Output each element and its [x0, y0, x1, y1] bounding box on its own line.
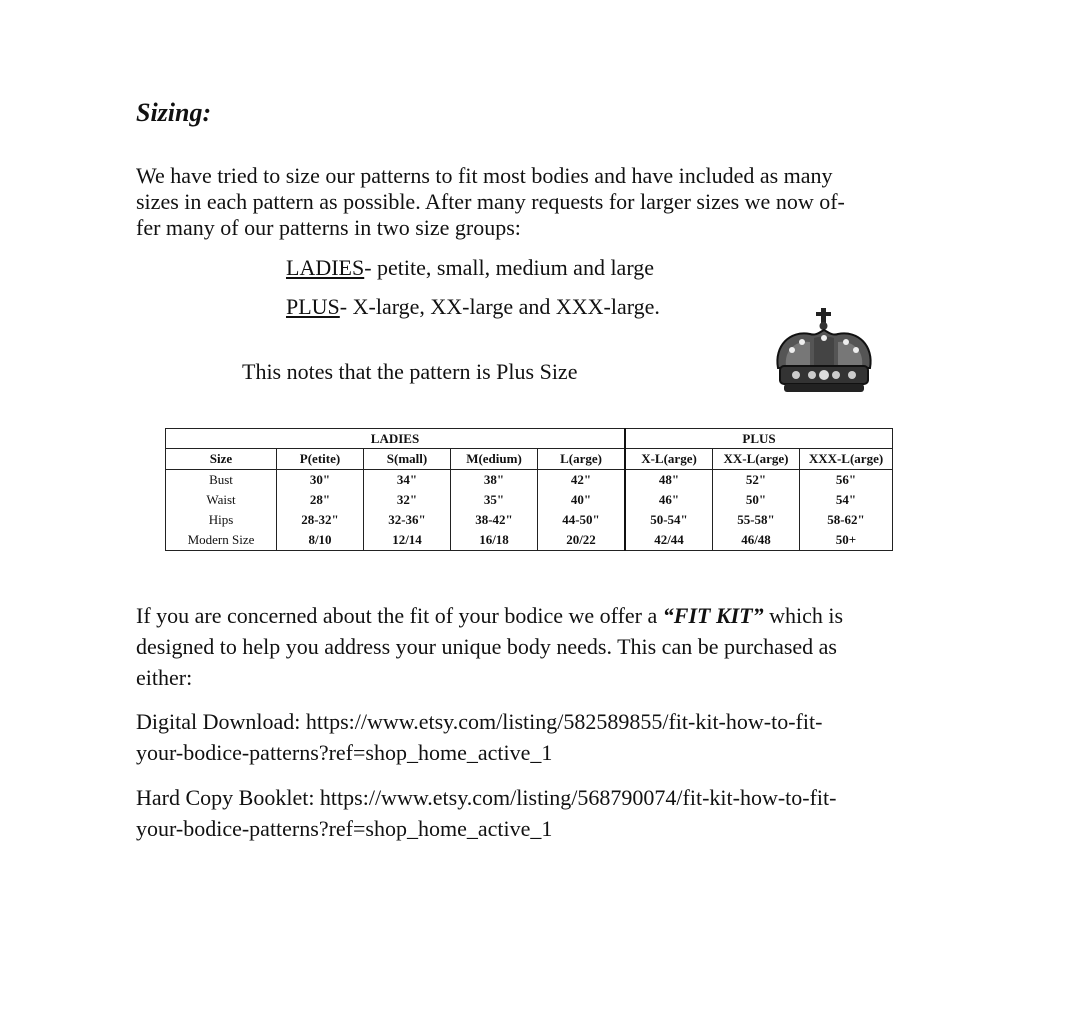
table-cell: 54" — [800, 490, 893, 510]
table-cell: 44-50" — [538, 510, 626, 530]
size-group-desc: - X-large, XX-large and XXX-large. — [339, 294, 660, 319]
size-group-name: LADIES — [286, 255, 365, 280]
table-cell: 50" — [713, 490, 800, 510]
fit-kit-line: either: — [136, 665, 193, 690]
fit-kit-line — [136, 600, 956, 631]
digital-download-link[interactable] — [136, 706, 956, 768]
table-cell: 50+ — [800, 530, 893, 551]
size-group-name: PLUS — [286, 294, 340, 319]
hard-copy-line: Hard Copy Booklet: https://www.etsy.com/listing/568790074/fit-kit-how-to-fit- — [136, 785, 837, 810]
column-header: L(arge) — [538, 449, 626, 470]
table-cell: 8/10 — [277, 530, 364, 551]
column-header: S(mall) — [364, 449, 451, 470]
row-label: Hips — [166, 510, 277, 530]
table-cell: 30" — [277, 470, 364, 491]
column-header: XX-L(arge) — [713, 449, 800, 470]
intro-paragraph — [136, 163, 956, 241]
plus-size-note: This notes that the pattern is Plus Size — [242, 359, 578, 384]
size-group-plus — [286, 294, 660, 320]
digital-download-line: your-bodice-patterns?ref=shop_home_active_1 — [136, 740, 553, 765]
table-row — [166, 490, 893, 510]
table-cell: 38-42" — [451, 510, 538, 530]
table-cell: 42/44 — [625, 530, 713, 551]
row-label: Modern Size — [166, 530, 277, 551]
table-cell: 12/14 — [364, 530, 451, 551]
table-group-header-ladies: LADIES — [166, 429, 626, 449]
size-group-desc: - petite, small, medium and large — [364, 255, 655, 280]
fit-kit-text: which is — [763, 603, 844, 628]
table-row — [166, 510, 893, 530]
table-cell: 55-58" — [713, 510, 800, 530]
table-cell: 52" — [713, 470, 800, 491]
table-row — [166, 530, 893, 551]
table-cell: 42" — [538, 470, 626, 491]
page-title: Sizing: — [136, 98, 212, 127]
size-chart-table — [165, 428, 893, 551]
hard-copy-line: your-bodice-patterns?ref=shop_home_active_1 — [136, 816, 553, 841]
fit-kit-name: “FIT KIT” — [662, 603, 764, 628]
table-cell: 38" — [451, 470, 538, 491]
table-cell: 50-54" — [625, 510, 713, 530]
table-cell: 46/48 — [713, 530, 800, 551]
digital-download-line: Digital Download: https://www.etsy.com/listing/582589855/fit-kit-how-to-fit- — [136, 709, 823, 734]
table-group-header-plus: PLUS — [625, 429, 893, 449]
fit-kit-text: If you are concerned about the fit of your bodice we offer a — [136, 603, 663, 628]
intro-line: We have tried to size our patterns to fit most bodies and have included as many — [136, 163, 833, 188]
size-group-ladies — [286, 255, 654, 281]
table-cell: 20/22 — [538, 530, 626, 551]
table-cell: 40" — [538, 490, 626, 510]
fit-kit-line: designed to help you address your unique body needs. This can be purchased as — [136, 634, 837, 659]
column-header: M(edium) — [451, 449, 538, 470]
row-label: Waist — [166, 490, 277, 510]
table-cell: 28" — [277, 490, 364, 510]
table-header-row — [166, 449, 893, 470]
row-label: Bust — [166, 470, 277, 491]
table-cell: 48" — [625, 470, 713, 491]
column-header: P(etite) — [277, 449, 364, 470]
fit-kit-paragraph — [136, 600, 956, 693]
table-cell: 35" — [451, 490, 538, 510]
intro-line: fer many of our patterns in two size groups: — [136, 215, 521, 240]
intro-line: sizes in each pattern as possible. After many requests for larger sizes we now of- — [136, 189, 845, 214]
column-header: XXX-L(arge) — [800, 449, 893, 470]
column-header: Size — [166, 449, 277, 470]
table-cell: 28-32" — [277, 510, 364, 530]
table-cell: 56" — [800, 470, 893, 491]
table-cell: 58-62" — [800, 510, 893, 530]
column-header: X-L(arge) — [625, 449, 713, 470]
hard-copy-link[interactable] — [136, 782, 956, 844]
table-cell: 32-36" — [364, 510, 451, 530]
table-row — [166, 470, 893, 491]
table-cell: 46" — [625, 490, 713, 510]
table-cell: 34" — [364, 470, 451, 491]
table-cell: 32" — [364, 490, 451, 510]
table-cell: 16/18 — [451, 530, 538, 551]
crown-icon — [770, 306, 878, 398]
